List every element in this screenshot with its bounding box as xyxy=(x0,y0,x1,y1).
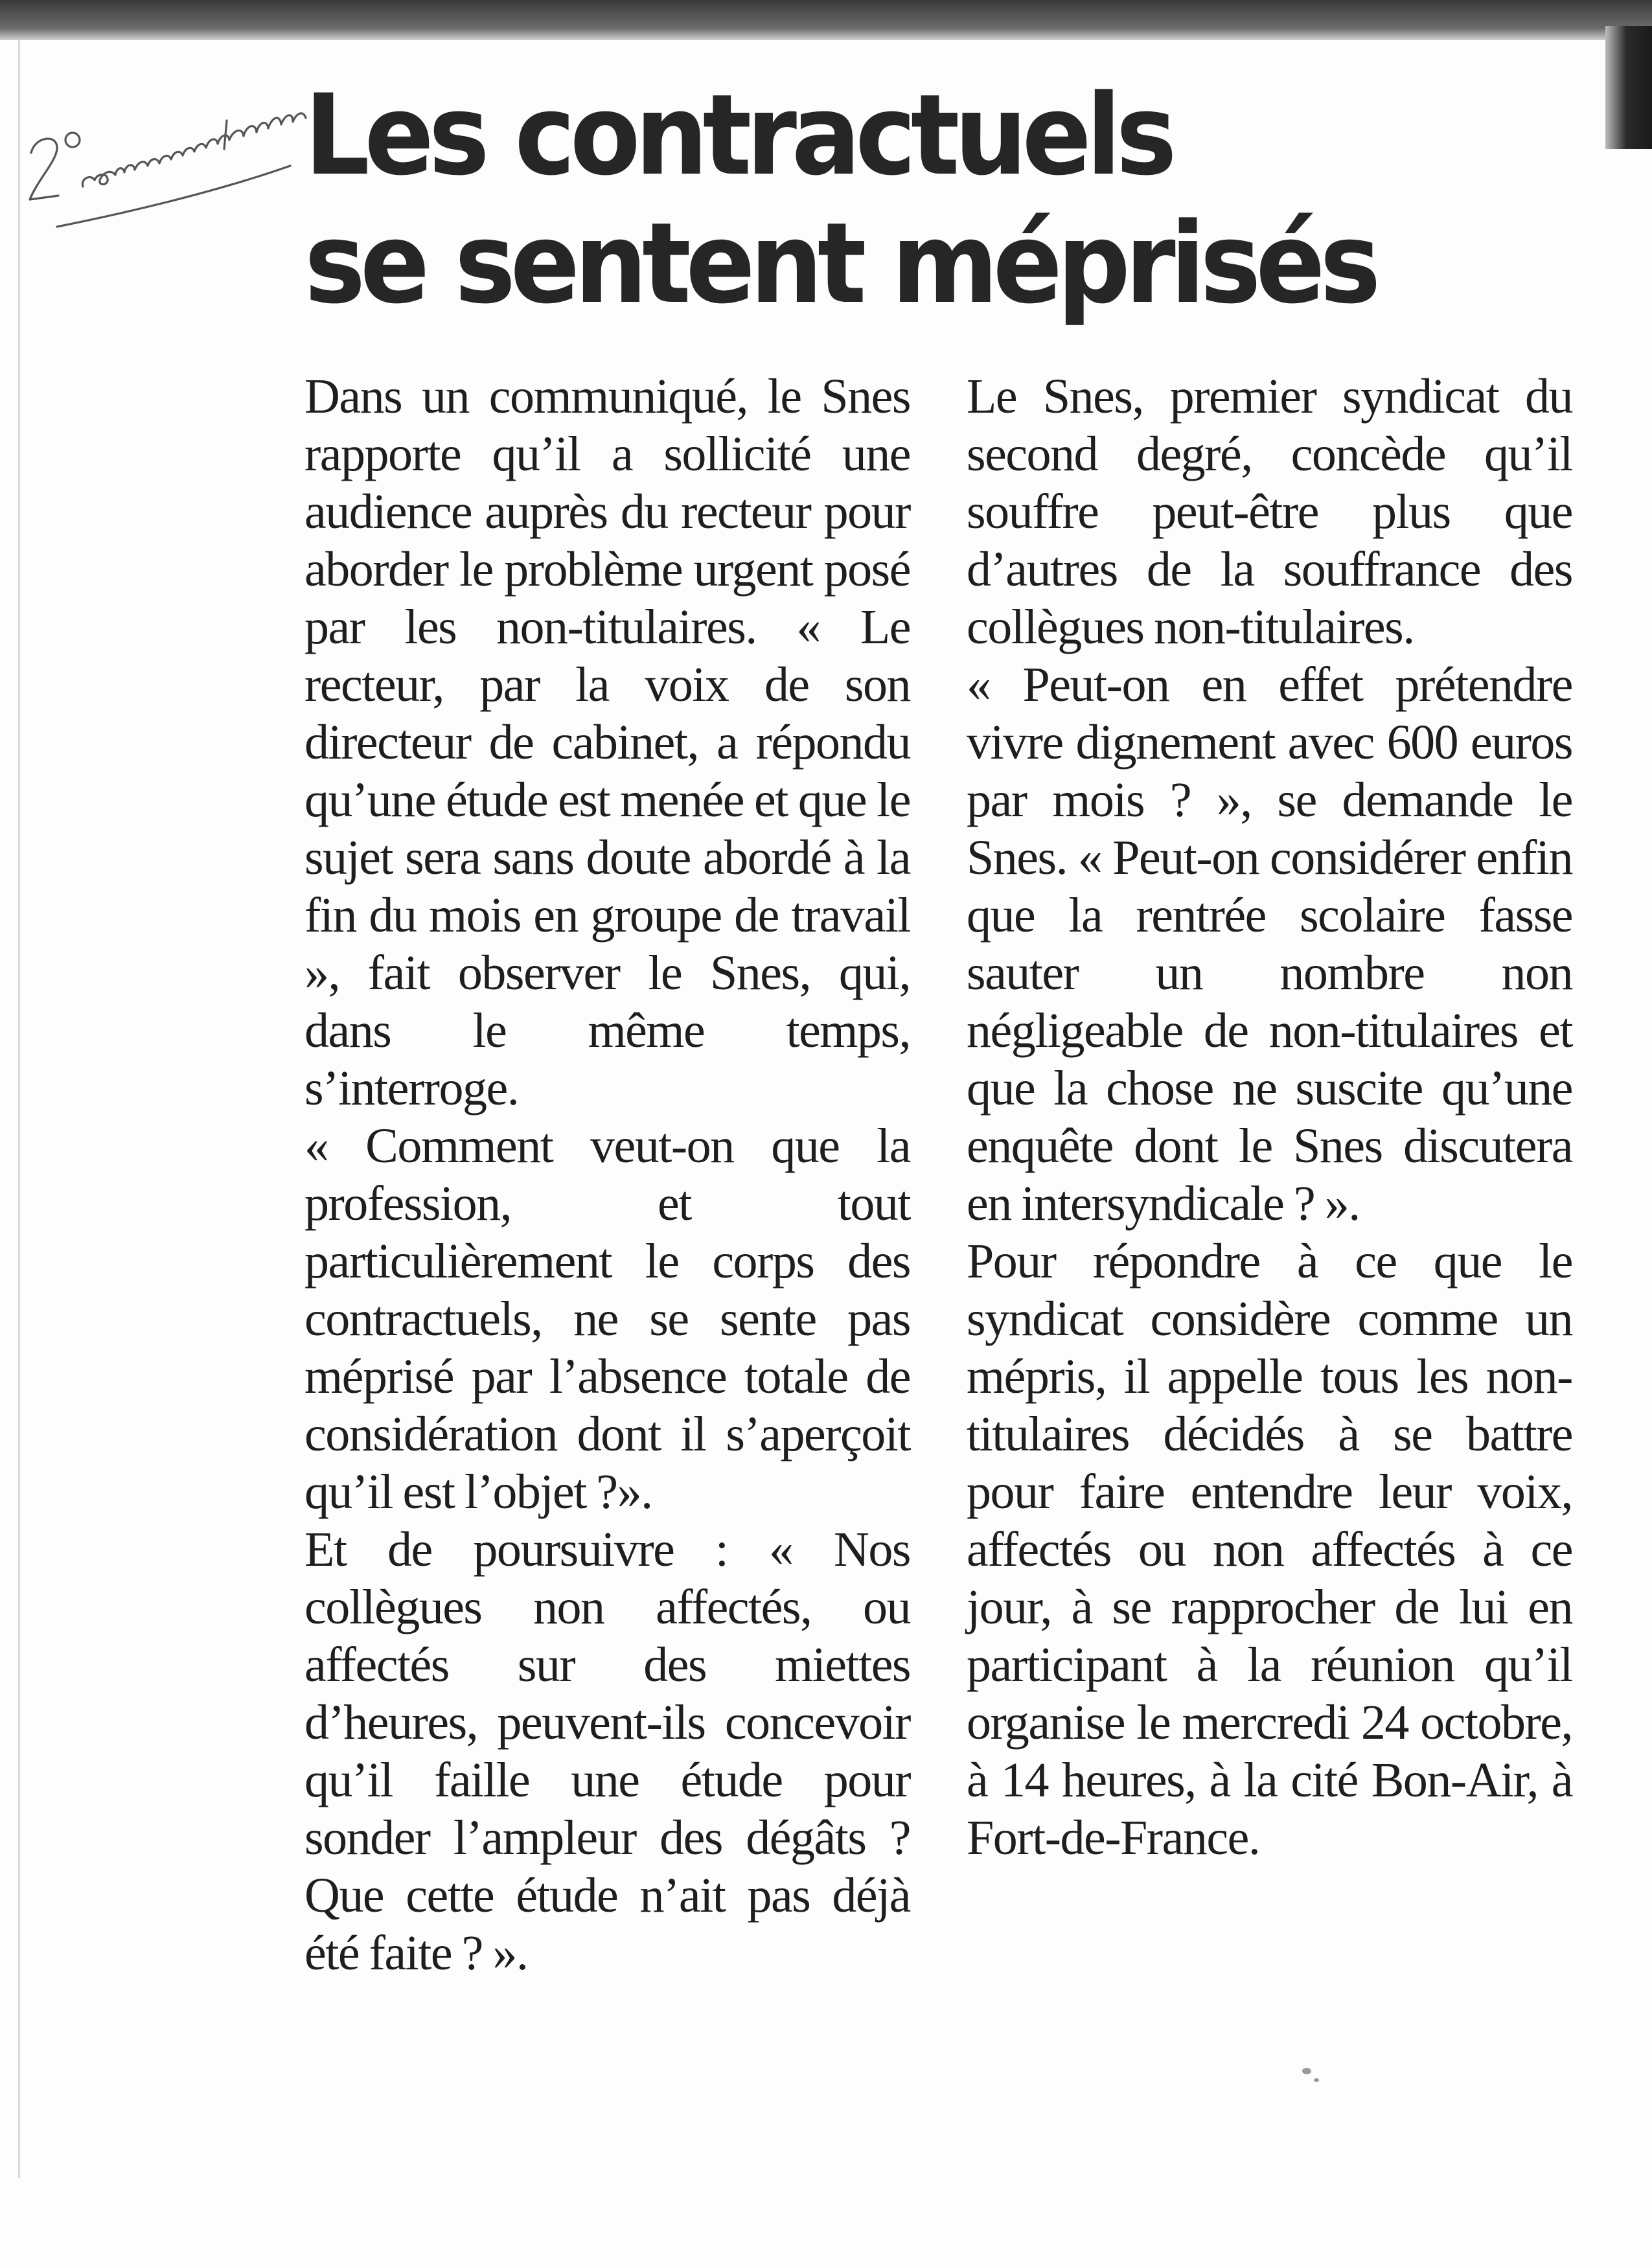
scan-edge-right xyxy=(1605,26,1652,149)
paragraph: Pour répondre à ce que le syndicat considère comme un mépris, il appelle tous les non-titulaires décidés à se battre pour faire entendre leur voix, affectés ou non affectés à ce jour, à se rapprocher de lui en participant à la réunion qu’il organise le mercredi 24 octobre, à 14 heures, à la cité Bon-Air, à Fort-de-France. xyxy=(967,1234,1572,1865)
scan-speck xyxy=(1302,2068,1311,2074)
article-column-right xyxy=(967,368,1572,1867)
paragraph: « Peut-on en effet prétendre vivre dignement avec 600 euros par mois ? », se demande le Snes. « Peut-on considérer enfin que la rentrée scolaire fasse sauter un nombre non négligeable de non-titulaires et que la chose ne suscite qu’une enquête dont le Snes discutera en intersyndicale ? ». xyxy=(967,658,1572,1231)
article-column-left xyxy=(304,368,910,1982)
headline-line-1: Les contractuels xyxy=(304,70,1172,200)
paragraph: Le Snes, premier syndicat du second degré, concède qu’il souffre peut-être plus que d’autres de la souffrance des collègues non-titulaires. xyxy=(967,369,1572,654)
paragraph: « Comment veut-on que la profession, et tout particulièrement le corps des contractuels, ne se sente pas méprisé par l’absence totale de considération dont il s’aperçoit qu’il est l’objet ?». xyxy=(304,1119,910,1519)
scan-speck xyxy=(1314,2078,1319,2082)
scan-edge-top xyxy=(0,0,1652,40)
handwritten-annotation xyxy=(18,76,316,232)
headline-line-2: se sentent méprisés xyxy=(304,198,1376,328)
headline xyxy=(304,70,1376,328)
paragraph: Et de poursuivre : « Nos collègues non affectés, ou affectés sur des miettes d’heures, peuvent-ils concevoir qu’il faille une étude pour sonder l’ampleur des dégâts ? Que cette étude n’ait pas déjà été faite ? ». xyxy=(304,1522,910,1980)
paper-edge-left xyxy=(18,40,20,2178)
paragraph: Dans un communiqué, le Snes rapporte qu’il a sollicité une audience auprès du recteur pour aborder le problème urgent posé par les non-titulaires. « Le recteur, par la voix de son directeur de cabinet, a répondu qu’une étude est menée et que le sujet sera sans doute abordé à la fin du mois en groupe de travail », fait observer le Snes, qui, dans le même temps, s’interroge. xyxy=(304,369,910,1116)
